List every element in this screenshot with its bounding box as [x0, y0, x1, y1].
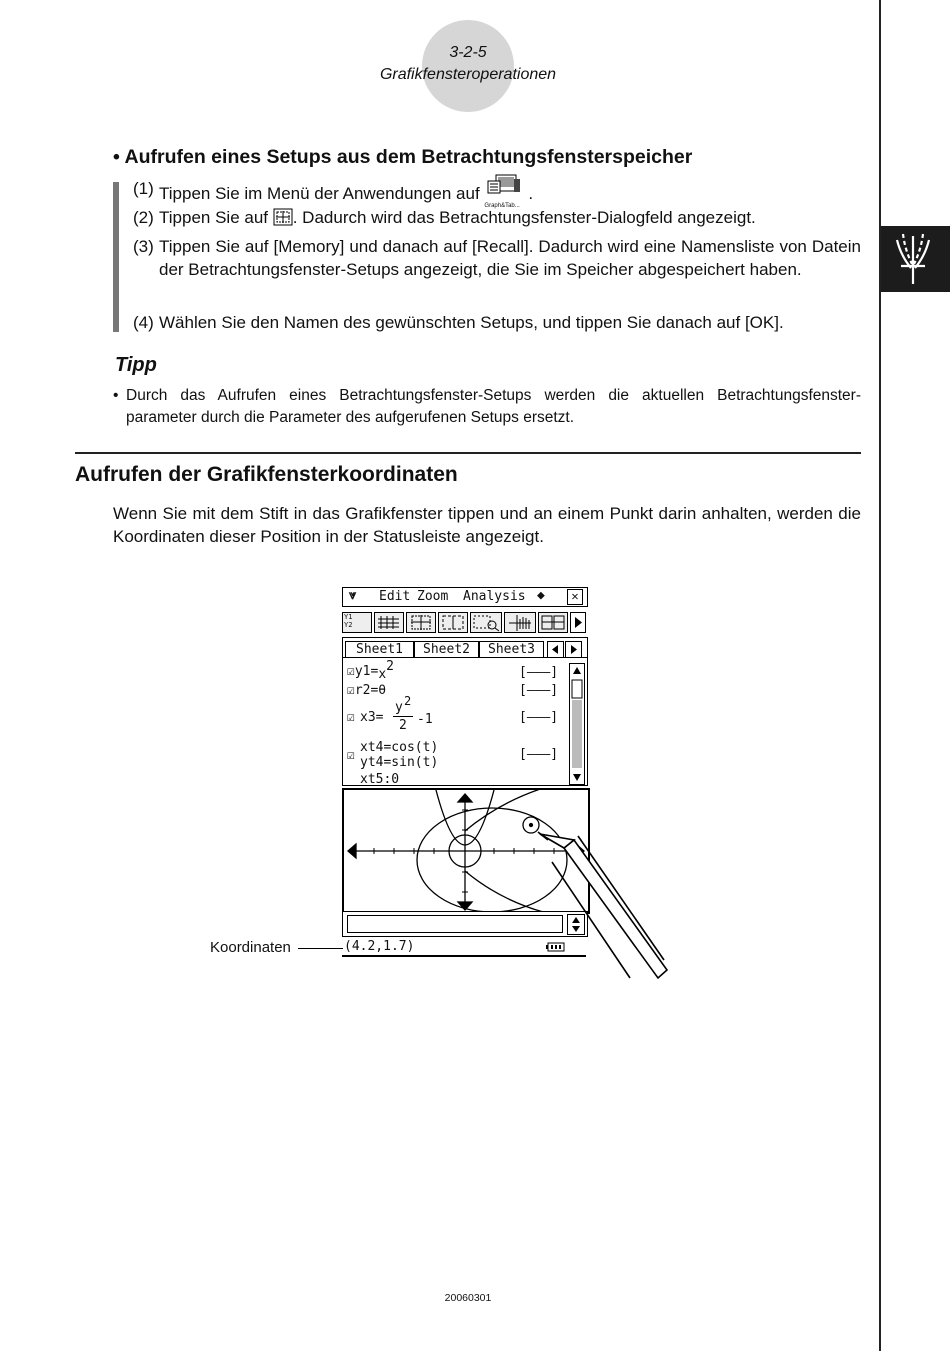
- section-body-text: Wenn Sie mit dem Stift in das Grafikfenster tippen und an einem Punkt darin anhalten, werden die Koordinaten dieser Position in der Statusleiste angezeigt.: [113, 504, 861, 546]
- scrollbar-graphic: [570, 664, 584, 784]
- menu-zoom[interactable]: Zoom: [417, 589, 449, 604]
- step-3: [133, 235, 861, 281]
- graph-table-app-icon: [484, 177, 528, 207]
- step-2: [133, 206, 861, 229]
- pan-hand-icon: [505, 613, 535, 632]
- step-text: Wählen Sie den Namen des gewünschten Setups, und tippen Sie danach auf [OK].: [159, 313, 784, 332]
- tab-sheet3[interactable]: Sheet3: [479, 641, 544, 658]
- equation-x3-numerator-exponent: 2: [404, 694, 412, 708]
- equation-x3-suffix: -1: [417, 712, 433, 727]
- chapter-tab: [881, 226, 950, 292]
- toolbar-zoom-box-button[interactable]: [438, 612, 468, 633]
- toolbar-zoom-button[interactable]: [470, 612, 502, 633]
- step-text: Tippen Sie auf [Memory] und danach auf [Recall]. Dadurch wird eine Namensliste von Datein der Betrachtungsfenster-Setups angezeigt, die Sie im Speicher abgespeichert haben.: [159, 237, 861, 279]
- graph-style-marker[interactable]: [———]: [519, 683, 559, 698]
- zoom-box-icon: [439, 613, 467, 632]
- fraction-bar: [393, 716, 413, 717]
- checkbox-icon[interactable]: ☑: [347, 683, 355, 698]
- editor-scrollbar[interactable]: [569, 663, 585, 785]
- table-icon: [375, 613, 403, 632]
- tab-baseline: [343, 657, 587, 658]
- step-4: [133, 311, 861, 334]
- step-text-end: . Dadurch wird das Betrachtungsfenster-Dialogfeld angezeigt.: [292, 208, 756, 227]
- section-heading-coordinates: Aufrufen der Grafikfensterkoordinaten: [75, 463, 458, 486]
- step-number: (2): [133, 208, 154, 227]
- chapter-title: Grafikfensteroperationen: [379, 66, 557, 83]
- step-number: (4): [133, 313, 154, 332]
- step-number: (3): [133, 237, 154, 256]
- equation-r2-text: r2=θ: [354, 683, 387, 698]
- equation-x3-prefix: x3=: [360, 710, 384, 725]
- menu-analysis[interactable]: Analysis: [463, 589, 526, 604]
- toolbar-scroll-right-button[interactable]: [570, 612, 586, 633]
- graph-style-marker[interactable]: [———]: [519, 710, 559, 725]
- step-number: (1): [133, 179, 154, 198]
- menu-diamond[interactable]: ◆: [537, 588, 545, 603]
- triangle-right-icon: [571, 613, 585, 632]
- toolbar-y1y2-label: Y1 Y2: [344, 613, 353, 629]
- status-coordinates: (4.2,1.7): [344, 939, 415, 954]
- equation-x5-text: xt5:0: [360, 772, 400, 783]
- toolbar-graph-editor-button[interactable]: [342, 612, 372, 633]
- tab-sheet1[interactable]: Sheet1: [345, 641, 414, 657]
- menu-edit[interactable]: Edit: [379, 589, 411, 604]
- tip-heading: Tipp: [115, 354, 157, 376]
- view-window-icon: [273, 208, 293, 226]
- tip-item: [113, 385, 861, 429]
- view-window-icon: [407, 613, 435, 632]
- sheet-next-button[interactable]: [565, 641, 582, 658]
- graph-table-icon: [539, 613, 567, 632]
- graph-editor-panel: [342, 637, 588, 786]
- menu-dropdown-icon[interactable]: ⩔: [349, 588, 357, 603]
- equation-x5-clipped: [347, 772, 547, 783]
- checkbox-icon[interactable]: ☑: [347, 710, 355, 725]
- step-text-end: .: [528, 184, 534, 203]
- footer-code: 20060301: [444, 1292, 492, 1304]
- equation-y1-variable: x: [378, 667, 387, 682]
- right-margin-rule: [879, 0, 881, 1351]
- equation-yt4-text: yt4=sin(t): [360, 755, 439, 770]
- equation-x3-numerator: y: [395, 700, 403, 715]
- stylus-pen-icon: [530, 820, 680, 990]
- callout-leader-line: [298, 948, 343, 949]
- step-text: Tippen Sie auf: [159, 208, 273, 227]
- equation-y1: [347, 659, 394, 682]
- toolbar-view-window-button[interactable]: [406, 612, 436, 633]
- step-1: [133, 177, 861, 207]
- tab-sheet2[interactable]: Sheet2: [414, 641, 479, 658]
- equation-x3: [347, 694, 467, 738]
- tip-bullet: •: [113, 387, 119, 404]
- magnifier-icon: [471, 613, 501, 632]
- equation-xt4: [347, 740, 438, 770]
- sheet-prev-button[interactable]: [547, 641, 564, 658]
- coordinates-callout-label: Koordinaten: [210, 939, 291, 956]
- step-text: Tippen Sie im Menü der Anwendungen auf: [159, 184, 485, 203]
- page-number: 3-2-5: [449, 44, 487, 61]
- toolbar-table-button[interactable]: [374, 612, 404, 633]
- triangle-right-icon: [566, 642, 581, 657]
- section-divider: [75, 452, 861, 454]
- equation-y1-prefix: y1=: [354, 664, 379, 679]
- menu-bar: [342, 587, 588, 607]
- app-icon-caption: Graph&Tab...: [484, 203, 520, 209]
- checkbox-icon[interactable]: ☑: [347, 748, 355, 763]
- toolbar-graph-table-button[interactable]: [538, 612, 568, 633]
- toolbar-pan-button[interactable]: [504, 612, 536, 633]
- graph-style-marker[interactable]: [———]: [519, 665, 559, 680]
- close-icon[interactable]: ✕: [567, 589, 583, 605]
- tip-text: Durch das Aufrufen eines Betrachtungsfenster-Setups werden die aktuellen Betrachtungsfenster-parameter durch die Parameter des aufgerufenen Setups ersetzt.: [126, 387, 861, 426]
- equation-x3-denominator: 2: [399, 718, 407, 733]
- section-heading-recall-setup: • Aufrufen eines Setups aus dem Betrachtungsfensterspeicher: [113, 146, 693, 168]
- equation-y1-exponent: 2: [386, 659, 394, 674]
- triangle-left-icon: [548, 642, 563, 657]
- graph-style-marker[interactable]: [———]: [519, 747, 559, 762]
- graph-chapter-icon: [881, 226, 950, 292]
- equation-r2: [347, 683, 386, 698]
- checkbox-icon[interactable]: ☑: [347, 664, 355, 679]
- steps-margin-bar: [113, 182, 119, 332]
- equation-xt4-text: xt4=cos(t): [360, 740, 439, 755]
